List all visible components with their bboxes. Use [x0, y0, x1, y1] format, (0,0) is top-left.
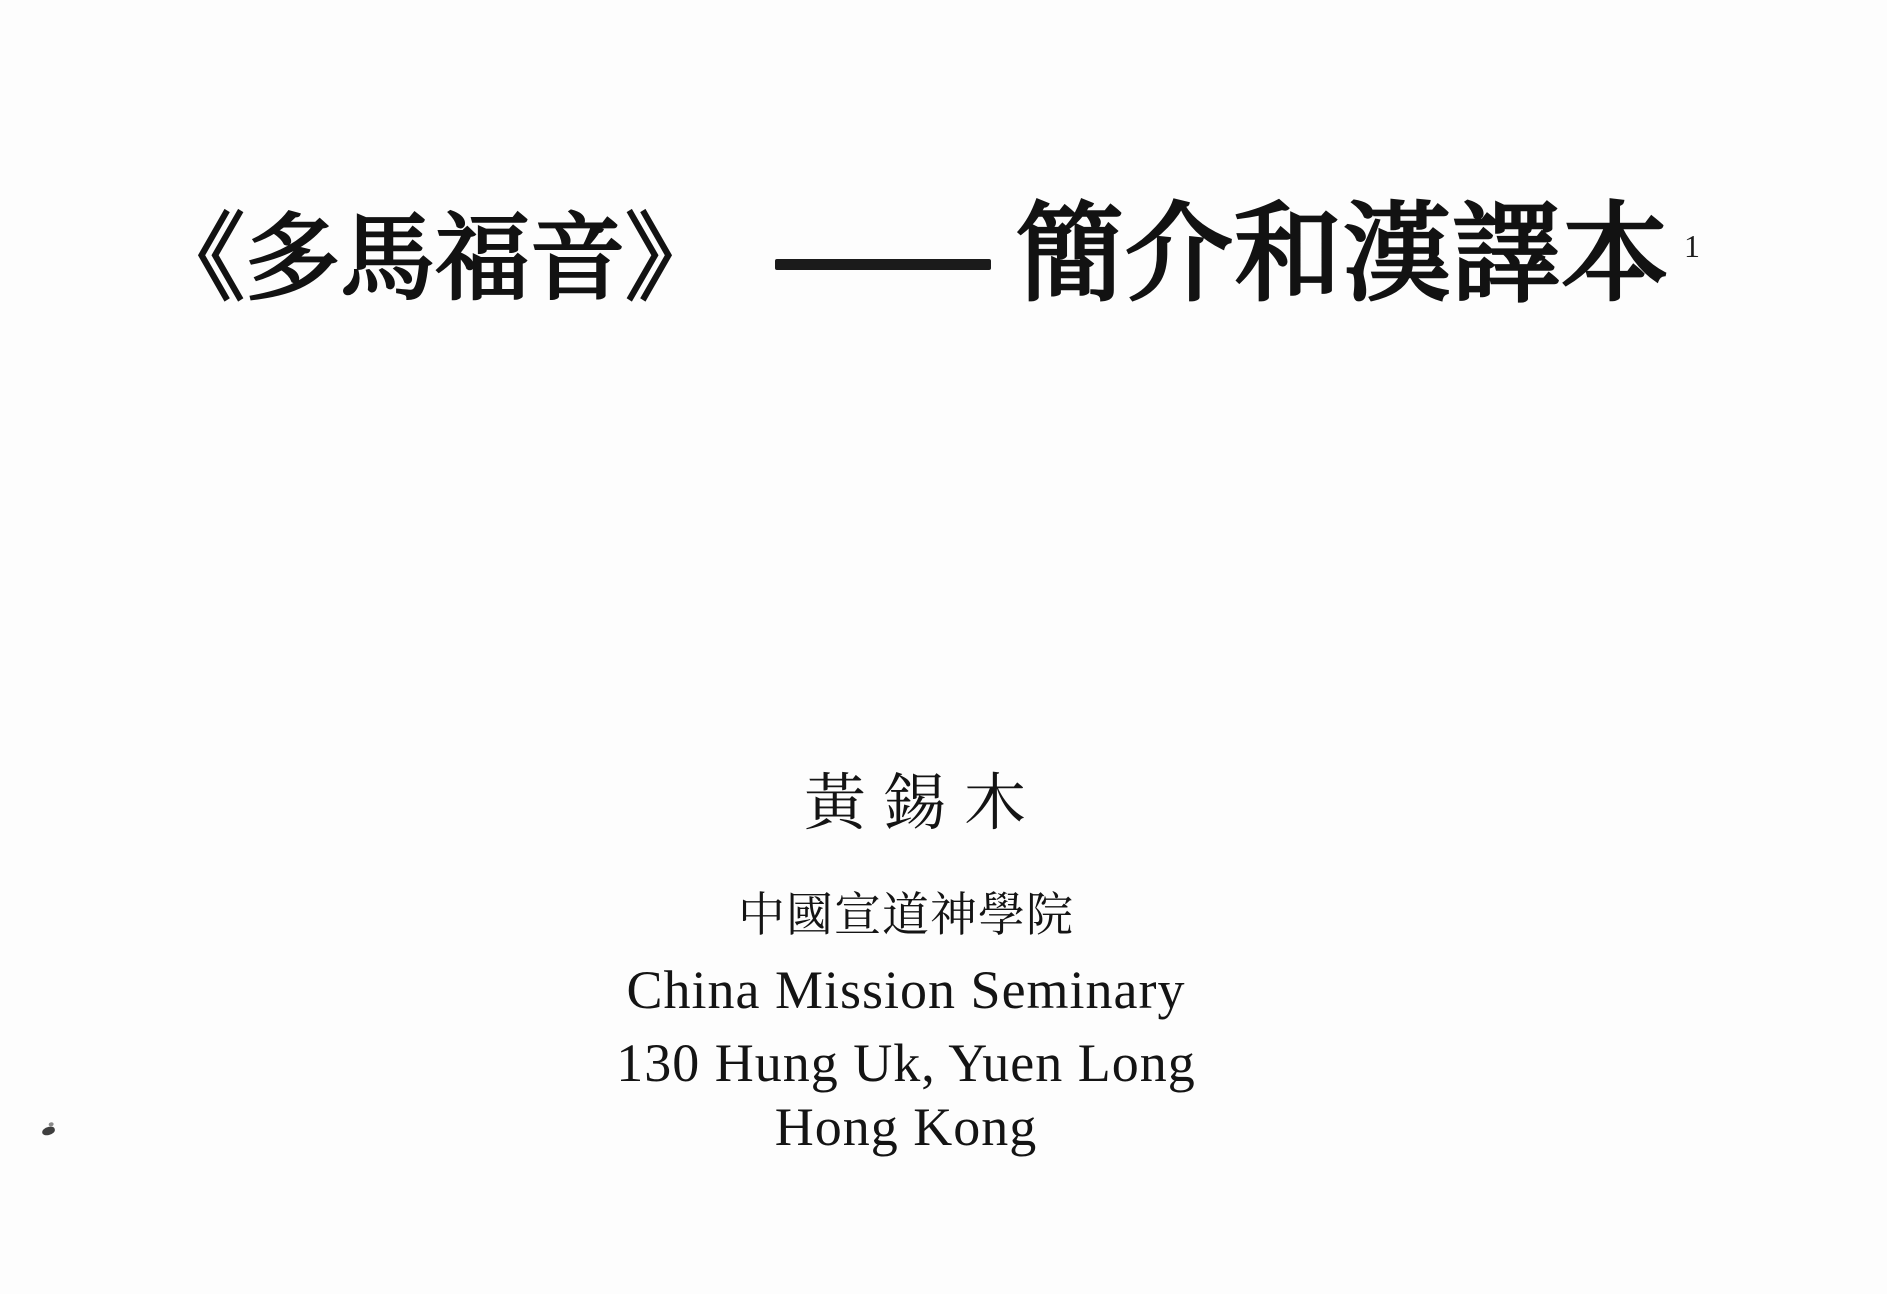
affiliation-name-english: China Mission Seminary: [626, 960, 1186, 1020]
title-segment-book-name: 《多馬福音》: [150, 206, 721, 312]
affiliation-name-chinese: 中國宣道神學院: [738, 890, 1074, 942]
document-title: [150, 193, 1701, 314]
title-dash-line: [775, 259, 991, 270]
affiliation-city: Hong Kong: [774, 1097, 1038, 1157]
affiliation-address: 130 Hung Uk, Yuen Long: [616, 1033, 1196, 1093]
footnote-marker: 1: [1684, 228, 1701, 264]
title-segment-subtitle: 簡介和漢譯本: [1016, 193, 1671, 314]
author-name: 黃錫木: [803, 770, 1044, 838]
